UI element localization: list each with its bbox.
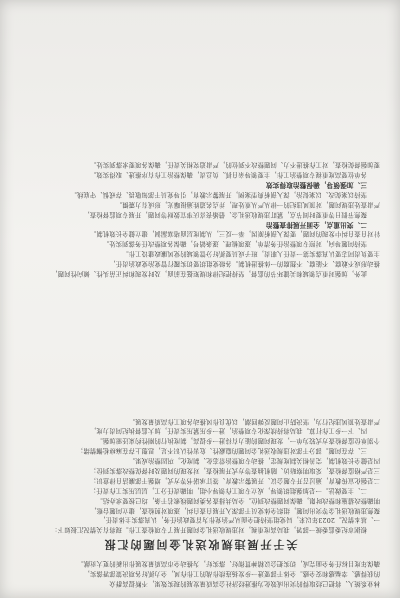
section-heading: 二、突出重点，全面开展排查整治 <box>265 220 367 229</box>
body-line: 二是强化宣传教育，通过召开专题会议、开展警示教育、签订承诺书等方式，增强干部廉洁自律意识； <box>89 476 380 484</box>
section-part-one <box>20 416 380 588</box>
document-title: 关于开展违规收送礼金问题的汇报 <box>102 538 298 552</box>
body-line: 主要负责同志要认真落实第一责任人职责，班子成员要抓好分管领域的党风廉政建设工作。 <box>122 250 380 258</box>
body-line: 个别单位监督检查方式较为单一，发现问题的能力有待进一步提高，制度执行的刚性约束还需加强。 <box>96 437 380 445</box>
body-line: 三、存在问题。部分干部对违规收送礼金问题的隐蔽性、危害性认识不足，思想上存在麻痹松懈情绪； <box>76 447 367 455</box>
body-line: 坚持以案促改、以案促治，深入剖析典型案例，开展警示教育，引导党员干部知敬畏、存戒惧、守底线。 <box>70 190 367 198</box>
section-heading: 三、加强领导，确保整治取得实效 <box>265 180 367 189</box>
body-line: 林业系统人、将把已经取得的突出成效化为推进经济社会高质量发展的现实效果，不断提高群众 <box>109 580 380 587</box>
section-part-two <box>20 159 380 278</box>
body-line: 推动形成不敢腐、不能腐、不想腐的一体推进机制。各级党组织要切实履行管党治党政治责任， <box>109 260 380 268</box>
body-line: 的获得感、幸福感和安全感。全体干部要进一步发扬连续作战的工作作风，全力抓好各项决策部署落实， <box>83 570 380 578</box>
body-line: 根据市纪委监委统一部署，我局高度重视，对违规收送礼金问题开展了专项检查工作。现将有关情况汇报如下： <box>51 526 367 534</box>
body-line: 三是严格监督检查，采取明察暗访、随机抽查等方式开展检查，对发现的问题及时督促整改落实到位； <box>89 466 380 474</box>
body-line: 四、下一步工作打算。我局将持续深化专项整治，进一步压紧压实责任，加大监督执纪问责力度， <box>89 427 367 435</box>
body-line: 四是健全长效机制，完善相关制度规定，推动专项整治常态化、制度化，巩固整治成果。 <box>128 457 380 465</box>
body-line: 坚持问题导向，对照专项整治任务清单，逐项梳理、逐条销号，确保各项整改任务落到实处。 <box>102 240 367 248</box>
body-line: 聚焦节假日等重要时间节点，紧盯违规收送礼金、借婚丧喜庆事宜敛财等问题，开展专项监督检查， <box>83 210 367 218</box>
body-line: 明确整改措施和整改时限，确保问题整改到位。全局共排查各类问题线索若干条，均已按要求办结。 <box>96 496 380 504</box>
body-line: 此外，加强对重点领域和关键环节的监督，坚持把纪律和规矩挺在前面，及时发现和纠正苗头性、倾向性问题， <box>51 270 367 277</box>
body-line: 二、主要做法。一是加强组织领导，成立专项工作领导小组，明确责任分工，层层压实工作责任； <box>89 486 367 494</box>
body-line: 确保年度目标任务全面完成，切实把会议精神贯彻好、落实好，为推动全市高质量发展作出新的更大贡献。 <box>76 560 380 568</box>
body-line: 聚焦违规收送礼金等突出问题，组织全体党员干部深入开展自查自纠，逐项对照检查，建立问题台账， <box>89 506 380 514</box>
body-line: 一、基本情况。2023年以来，局党组坚持把全面从严治党作为首要政治任务，认真落实主体责任， <box>99 516 380 524</box>
body-line: 各单位要高度重视专项整治工作，主要领导亲自抓、负总责，确保整治工作有序推进、取得实效。 <box>89 171 367 179</box>
body-line: 严肃查处顶风违纪行为，坚决防止问题反弹回潮，以优良作风推动各项工作高质量发展。 <box>128 417 380 425</box>
body-line: 要加强督促检查，对工作推进不力、问题整改不到位的，严肃追究相关责任，确保各项要求落到实处。 <box>89 161 380 169</box>
body-line: 针对自查自纠中发现的问题，要深入剖析原因，举一反三，从制度层面堵塞漏洞，建立健全长效机制。 <box>89 230 380 238</box>
body-line: 严肃查处违规问题，对顶风违纪的一律从严从重处理，并点名道姓通报曝光，形成有力震慑。 <box>115 200 380 208</box>
